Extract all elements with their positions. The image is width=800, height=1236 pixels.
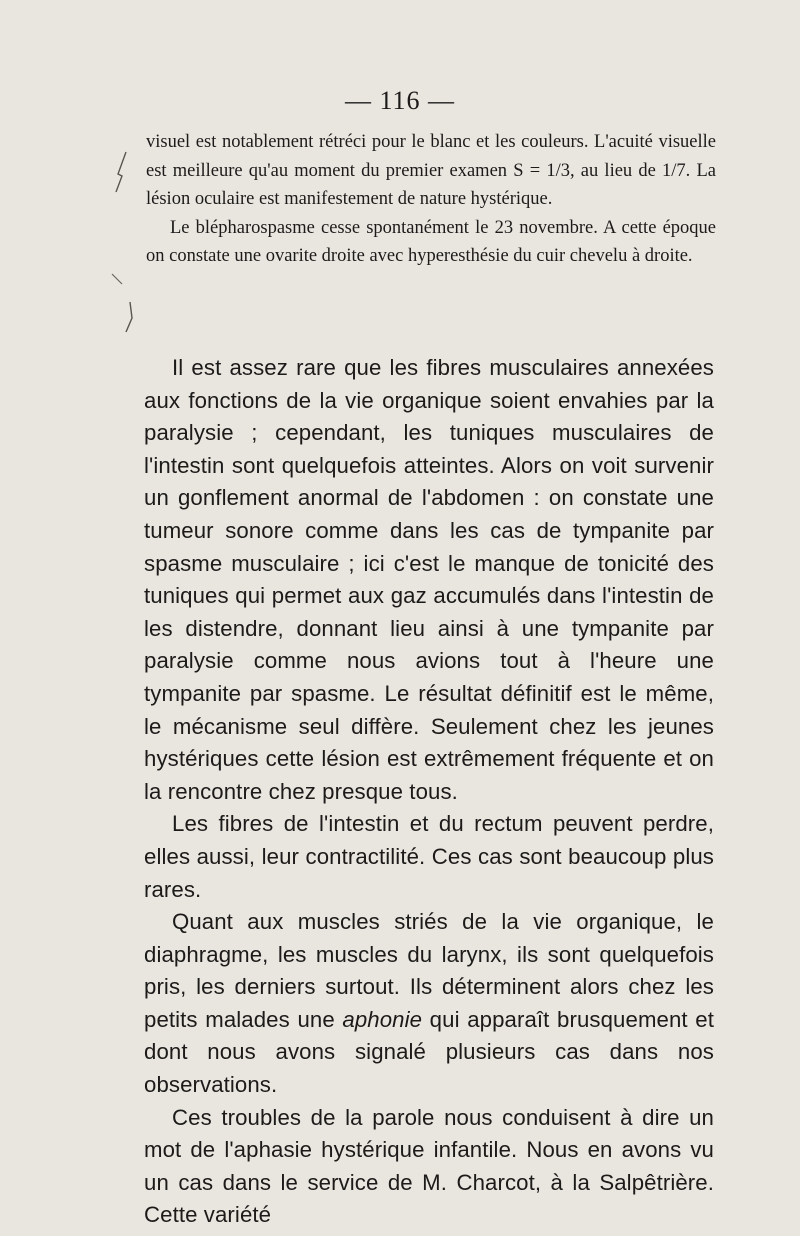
main-text (144, 352, 714, 1232)
paragraph: Ces troubles de la parole nous conduisent à dire un mot de l'aphasie hystérique infantile. Nous en avons vu un cas dans le service de M. Charcot, à la Salpêtrière. Cette variété (144, 1104, 714, 1228)
case-report-text (146, 128, 716, 271)
italic-term: aphonie (342, 1006, 423, 1032)
paragraph: Il est assez rare que les fibres musculaires annexées aux fonctions de la vie organique soient envahies par la paralysie ; cependant, les tuniques musculaires de l'intestin sont quelquefois atteintes. Alors on voit survenir un gonflement anormal de l'abdomen : on constate une tumeur sonore comme dans les cas de tympanite par spasme musculaire ; ici c'est le manque de tonicité des tuniques qui permet aux gaz accumulés dans l'intestin de les distendre, donnant lieu ainsi à une tympanite par paralysie comme nous avions tout à l'heure une tympanite par spasme. Le résultat définitif est le même, le mécanisme seul diffère. Seulement chez les jeunes hystériques cette lésion est extrêmement fréquente et on la rencontre chez presque tous. (144, 355, 714, 804)
page-number: — 116 — (344, 86, 456, 115)
text-run: Quant aux muscles striés de la vie organique, le diaphragme, les muscles du larynx, ils sont quelquefois pris, les derniers surtout. Ils déterminent alors chez les petits malades une (144, 909, 714, 1032)
paragraph: Le blépharospasme cesse spontanément le 23 novembre. A cette époque on constate une ovarite droite avec hyperesthésie du cuir chevelu à droite. (146, 217, 716, 267)
paragraph (144, 906, 714, 1102)
paragraph: Les fibres de l'intestin et du rectum peuvent perdre, elles aussi, leur contractilité. Ces cas sont beaucoup plus rares. (144, 811, 714, 902)
margin-bracket-mark (108, 146, 138, 336)
text-run: qui apparaît brusquement et dont nous avons signalé plusieurs cas dans nos observations. (144, 1006, 714, 1098)
paragraph: visuel est notablement rétréci pour le blanc et les couleurs. L'acuité visuelle est meilleure qu'au moment du premier examen S = 1/3, au lieu de 1/7. La lésion oculaire est manifestement de nature hystérique. (146, 132, 716, 210)
